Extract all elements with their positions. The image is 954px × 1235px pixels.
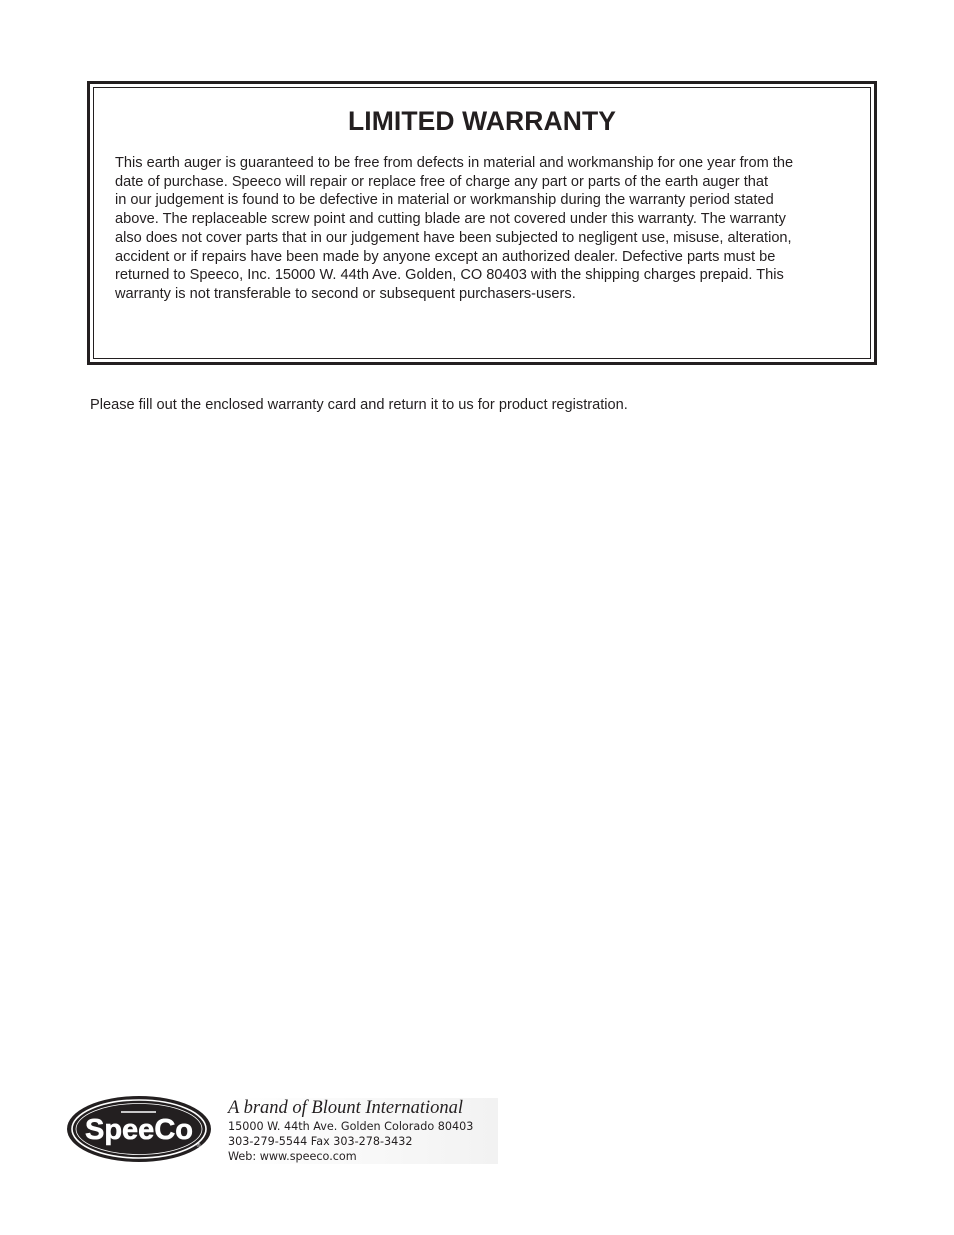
brand-line: A brand of Blount International — [228, 1098, 464, 1118]
warranty-box — [87, 81, 877, 365]
phone-fax-line: 303-279-5544 Fax 303-278-3432 — [228, 1135, 413, 1148]
footer-contact-block — [228, 1098, 498, 1164]
web-line: Web: www.speeco.com — [228, 1150, 357, 1163]
warranty-box-inner — [93, 87, 871, 359]
address-line: 15000 W. 44th Ave. Golden Colorado 80403 — [228, 1120, 474, 1133]
speeco-logo — [66, 1095, 212, 1163]
warranty-title: LIMITED WARRANTY — [347, 106, 617, 136]
logo-wordmark: SpeeCo — [85, 1114, 193, 1146]
registration-note: Please fill out the enclosed warranty card and return it to us for product registration. — [90, 397, 628, 413]
svg-text:®: ® — [196, 1143, 201, 1149]
warranty-text: This earth auger is guaranteed to be free from defects in material and workmanship for one year from the date of purchase. Speeco will repair or replace free of charge any part or parts of the earth auger that in our judgement is found to be defective in material or workmanship during the warranty period stated above. The replaceable screw point and cutting blade are not covered under this warranty. The warranty also does not cover parts that in our judgement have been subjected to negligent use, misuse, alteration, accident or if repairs have been made by anyone except an authorized dealer. Defective parts must be returned to Speeco, Inc. 15000 W. 44th Ave. Golden, CO 80403 with the shipping charges prepaid. This warranty is not transferable to second or subsequent purchasers-users. — [115, 155, 794, 302]
footer — [66, 1093, 506, 1165]
